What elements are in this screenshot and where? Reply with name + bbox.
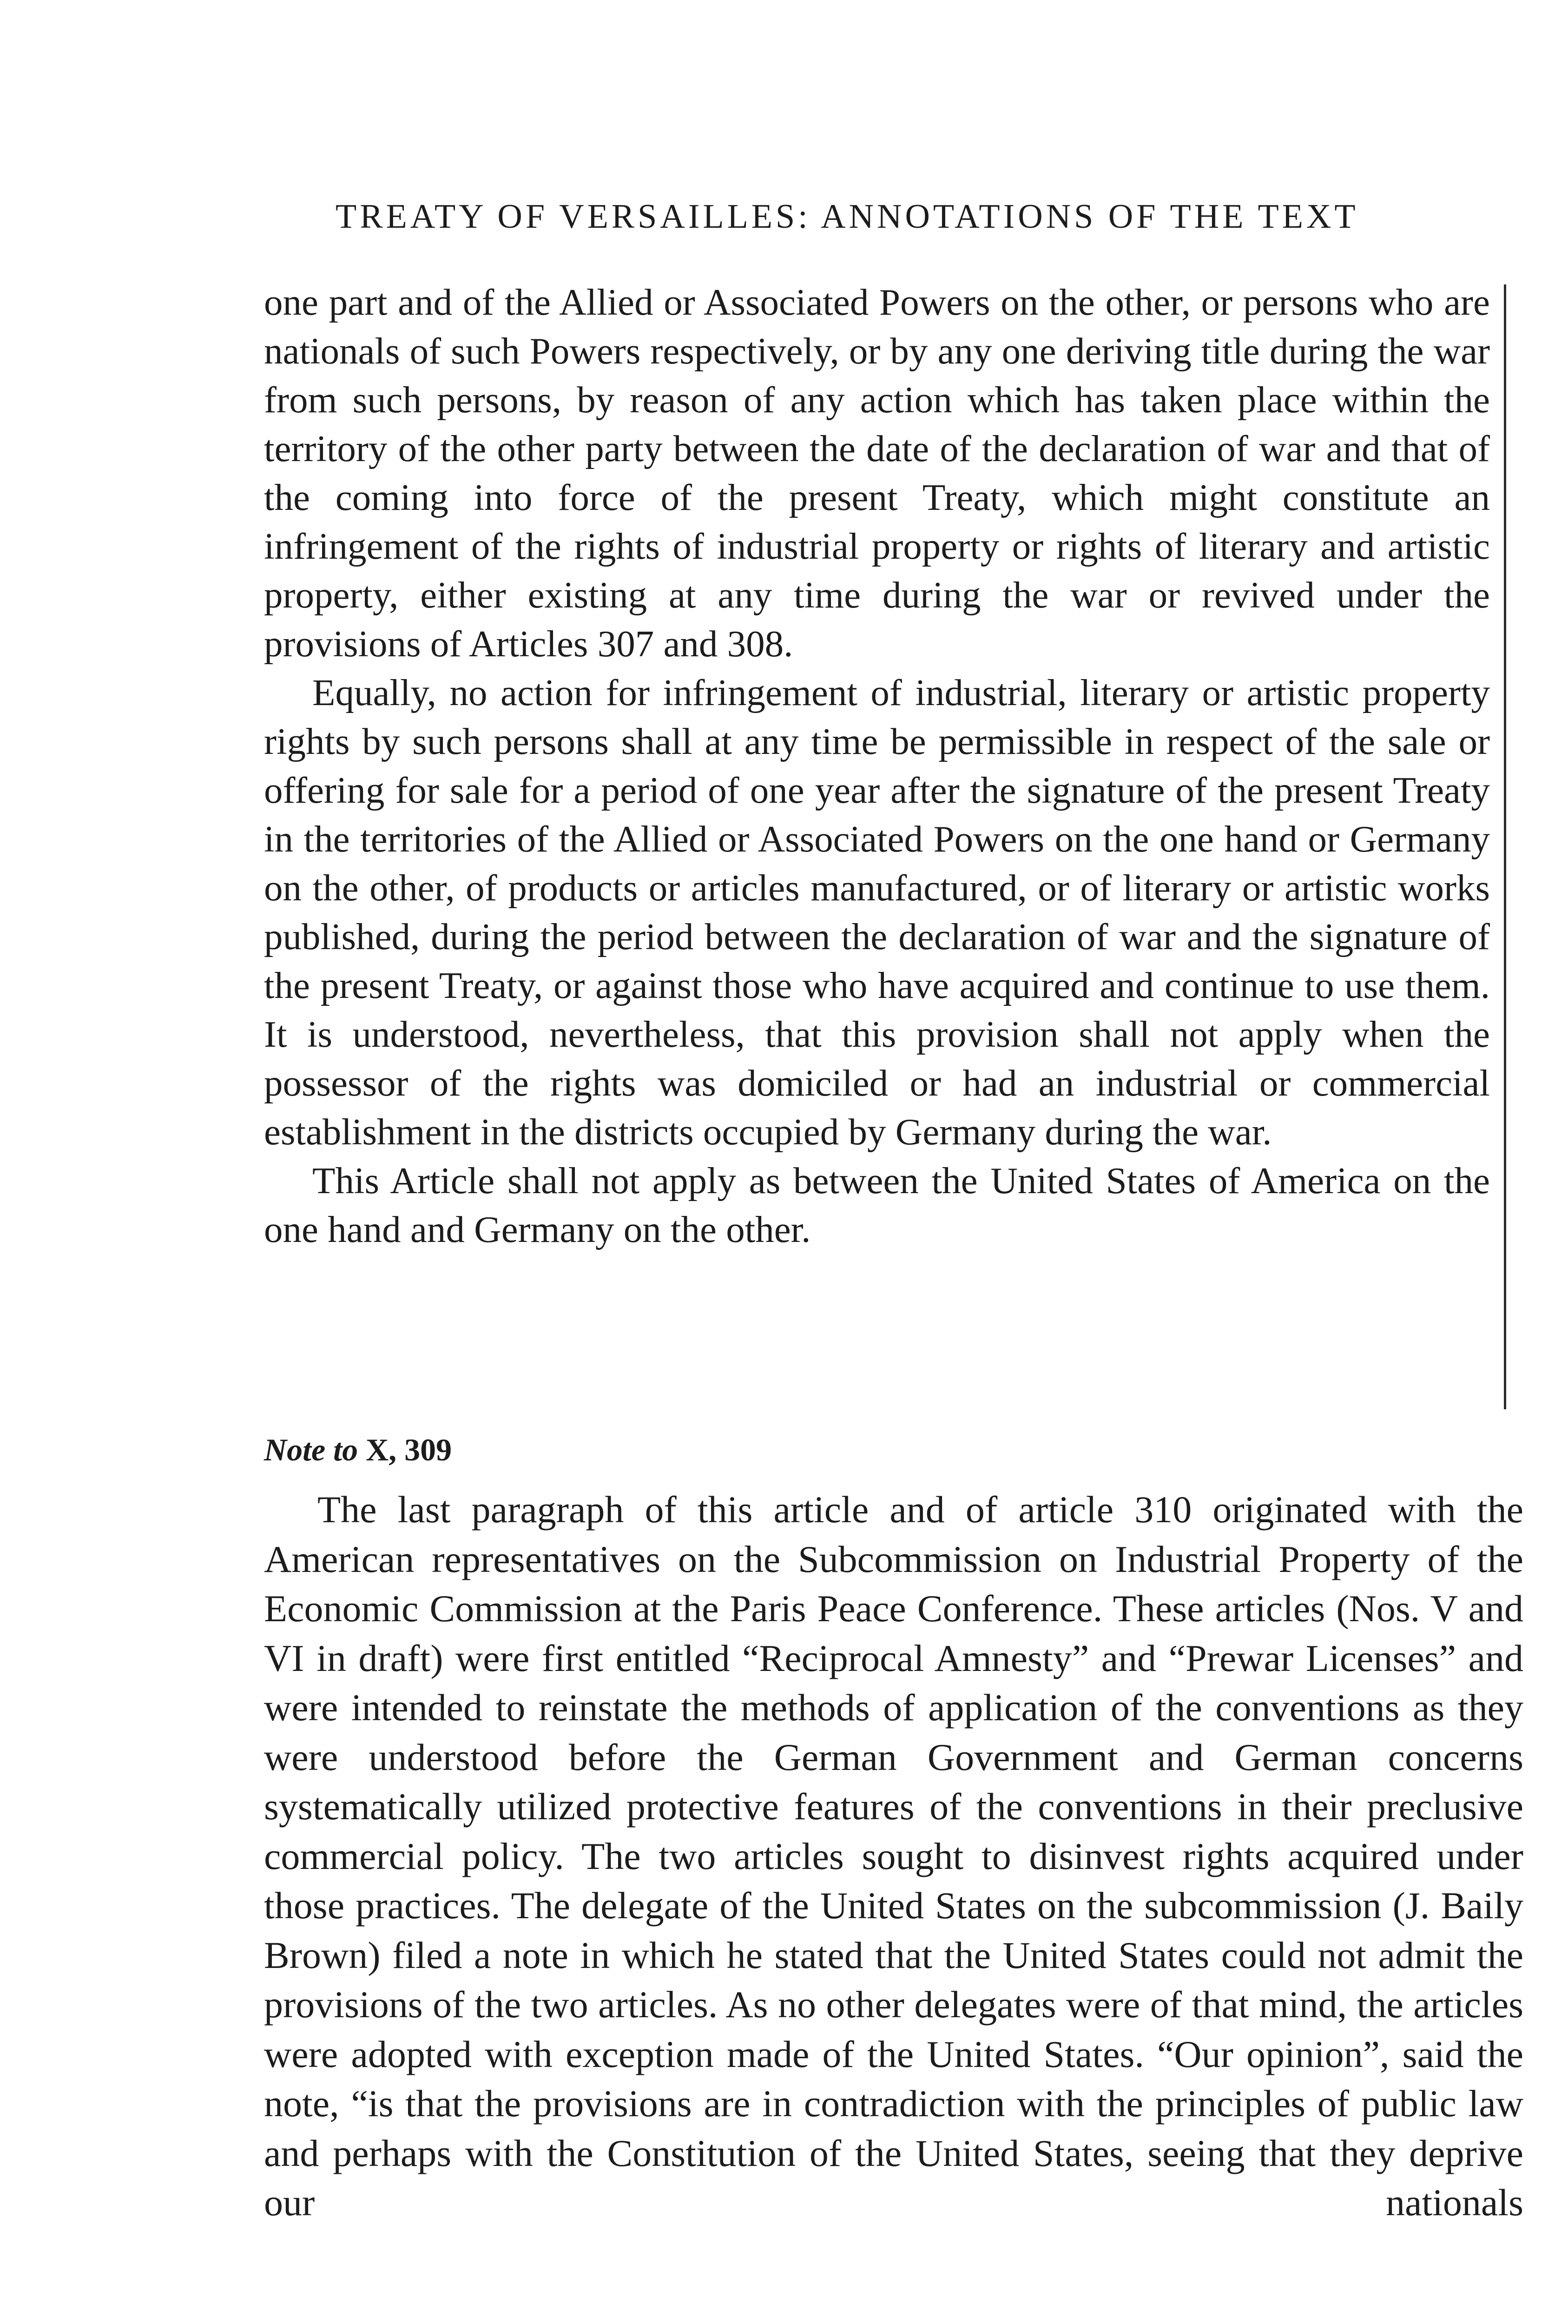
treaty-paragraph: one part and of the Allied or Associated Powers on the other, or persons who are nationals of such Powers respectively, or by any one deriving title during the war from such persons, by reason of any action which has taken place within the territory of the other party between the date of the declaration of war and that of the coming into force of the present Treaty, which might constitute an infringement of the rights of industrial property or rights of literary and artistic property, either existing at any time during the war or revived under the provisions of Articles 307 and 308.: [264, 281, 1490, 665]
note-paragraph: The last paragraph of this article and of article 310 originated with the American representatives on the Subcommission on Industrial Property of the Economic Commission at the Paris Peace Conference. These articles (Nos. V and VI in draft) were first entitled “Reciprocal Amnesty” and “Prewar Licenses” and were intended to reinstate the methods of application of the conventions as they were understood before the German Government and German concerns systematically utilized protective features of the conventions in their preclusive commercial policy. The two articles sought to disinvest rights acquired under those practices. The delegate of the United States on the subcommission (J. Baily Brown) filed a note in which he stated that the United States could not admit the provisions of the two articles. As no other delegates were of that mind, the articles were adopted with exception made of the United States. “Our opinion”, said the note, “is that the provisions are in contradiction with the principles of public law and perhaps with the Constitution of the United States, seeing that they deprive our nationals: [264, 1488, 1523, 2224]
note-heading-label: Note to: [264, 1432, 358, 1467]
note-heading: [264, 1432, 452, 1468]
note-heading-reference: X, 309: [366, 1432, 452, 1467]
note-body: [264, 1485, 1523, 2228]
running-head: TREATY OF VERSAILLES: ANNOTATIONS OF THE TEXT: [336, 198, 1359, 236]
treaty-paragraph: Equally, no action for infringement of industrial, literary or artistic property rights by such persons shall at any time be permissible in respect of the sale or offering for sale for a period of one year after the signature of the present Treaty in the territories of the Allied or Associated Powers on the one hand or Germany on the other, of products or articles manufactured, or of literary or artistic works published, during the period between the declaration of war and the signature of the present Treaty, or against those who have acquired and continue to use them. It is understood, nevertheless, that this provision shall not apply when the possessor of the rights was domiciled or had an industrial or commercial establishment in the districts occupied by Germany during the war.: [264, 672, 1490, 1153]
treaty-article-text: [264, 278, 1490, 1254]
treaty-paragraph: This Article shall not apply as between the United States of America on the one hand and Germany on the other.: [264, 1160, 1490, 1250]
treaty-text-margin-rule: [1504, 284, 1506, 1409]
